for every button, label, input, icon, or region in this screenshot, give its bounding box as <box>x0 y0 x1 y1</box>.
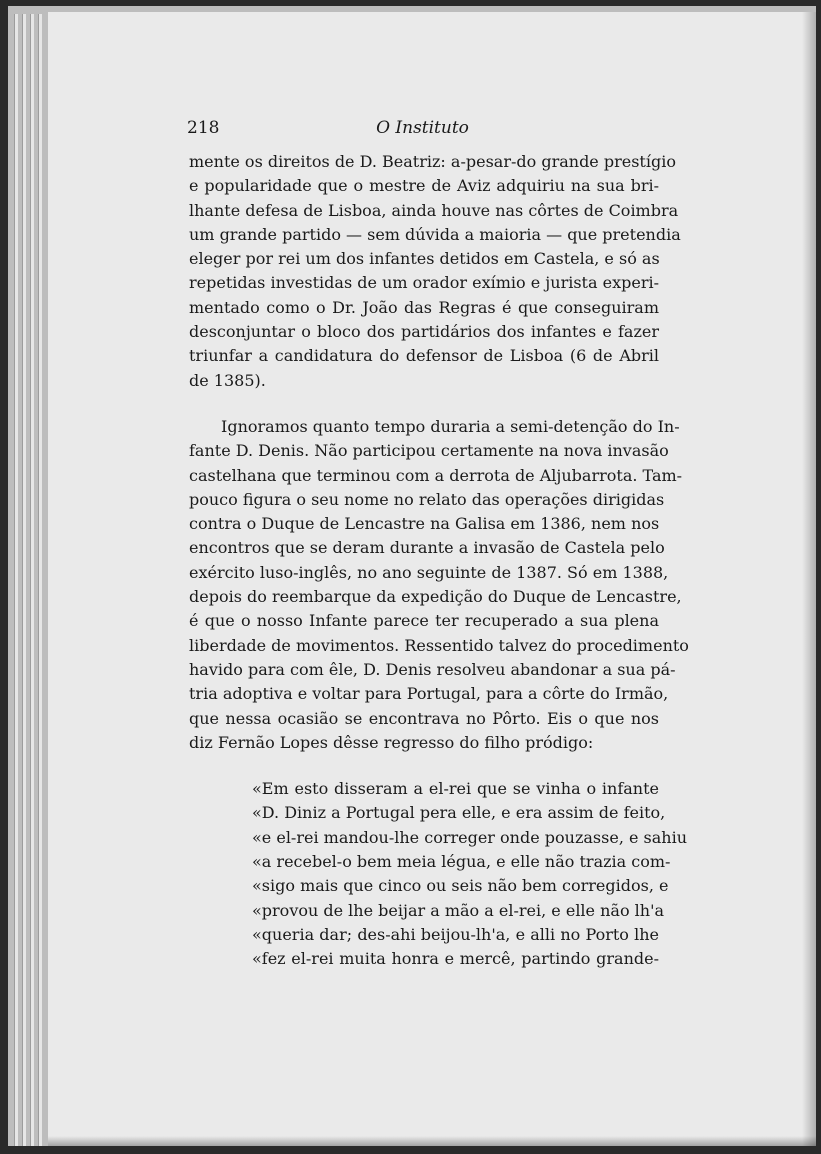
text-line: desconjuntar o bloco dos partidários dos infantes e fazer <box>189 322 659 342</box>
text-line: depois do reembarque da expedição do Duque de Lencastre, <box>189 587 682 607</box>
page-number: 218 <box>187 118 220 138</box>
text-line: mentado como o Dr. João das Regras é que conseguiram <box>189 297 659 317</box>
text-line: triunfar a candidatura do defensor de Lisboa (6 de Abril <box>189 346 659 366</box>
text-line: um grande partido — sem dúvida a maioria — que pretendia <box>189 224 681 244</box>
text-line: fante D. Denis. Não participou certamente na nova invasão <box>189 441 669 461</box>
text-line: pouco figura o seu nome no relato das operações dirigidas <box>189 489 665 509</box>
text-line: exército luso-inglês, no ano seguinte de 1387. Só em 1388, <box>189 562 669 582</box>
text-line: havido para com êle, D. Denis resolveu abandonar a sua pá- <box>189 659 676 679</box>
quote-line: «fez el-rei muita honra e mercê, partindo grande- <box>252 949 659 969</box>
text-line: mente os direitos de D. Beatriz: a-pesar-do grande prestígio <box>189 152 676 171</box>
page-header <box>187 118 658 148</box>
text-line: lhante defesa de Lisboa, ainda houve nas côrtes de Coimbra <box>189 200 679 220</box>
page-body <box>189 150 689 972</box>
quote-line: «provou de lhe beijar a mão a el-rei, e elle não lh'a <box>252 900 665 920</box>
text-line: contra o Duque de Lencastre na Galisa em 1386, nem nos <box>189 514 660 534</box>
text-line: repetidas investidas de um orador exímio e jurista experi- <box>189 273 659 293</box>
text-line: e popularidade que o mestre de Aviz adquiriu na sua bri- <box>189 176 659 196</box>
running-title: O Instituto <box>376 118 469 138</box>
text-line: castelhana que terminou com a derrota de Aljubarrota. Tam- <box>189 465 683 485</box>
text-line: Ignoramos quanto tempo duraria a semi-detenção do In- <box>221 416 680 436</box>
page-edge <box>22 14 26 1146</box>
quote-line: «D. Diniz a Portugal pera elle, e era assim de feito, <box>252 803 666 823</box>
text-line: encontros que se deram durante a invasão de Castela pelo <box>189 538 665 558</box>
block-quote <box>189 777 688 971</box>
page-gutter-shadow <box>802 12 816 1146</box>
text-line: liberdade de movimentos. Ressentido talvez do procedimento <box>189 635 689 655</box>
quote-line: «Em esto disseram a el-rei que se vinha o infante <box>252 779 659 799</box>
quote-line: «e el-rei mandou-lhe correger onde pouzasse, e sahiu <box>252 827 688 847</box>
paragraph-2 <box>189 415 689 755</box>
quote-line: «sigo mais que cinco ou seis não bem corregidos, e <box>252 876 669 896</box>
paragraph-1 <box>189 150 681 393</box>
quote-line: «queria dar; des-ahi beijou-lh'a, e alli no Porto lhe <box>252 924 659 944</box>
page-edge <box>38 14 42 1146</box>
text-line: diz Fernão Lopes dêsse regresso do filho pródigo: <box>189 732 594 752</box>
page-bottom-shadow <box>48 1136 816 1146</box>
text-line: eleger por rei um dos infantes detidos em Castela, e só as <box>189 249 660 269</box>
text-line: que nessa ocasião se encontrava no Pôrto. Eis o que nos <box>189 708 659 728</box>
text-line: de 1385). <box>189 370 266 390</box>
text-line: é que o nosso Infante parece ter recuperado a sua plena <box>189 611 659 631</box>
page-edge <box>30 14 34 1146</box>
text-line: tria adoptiva e voltar para Portugal, para a côrte do Irmão, <box>189 684 669 704</box>
page-edge <box>14 14 18 1146</box>
quote-line: «a recebel-o bem meia légua, e elle não trazia com- <box>252 852 671 872</box>
